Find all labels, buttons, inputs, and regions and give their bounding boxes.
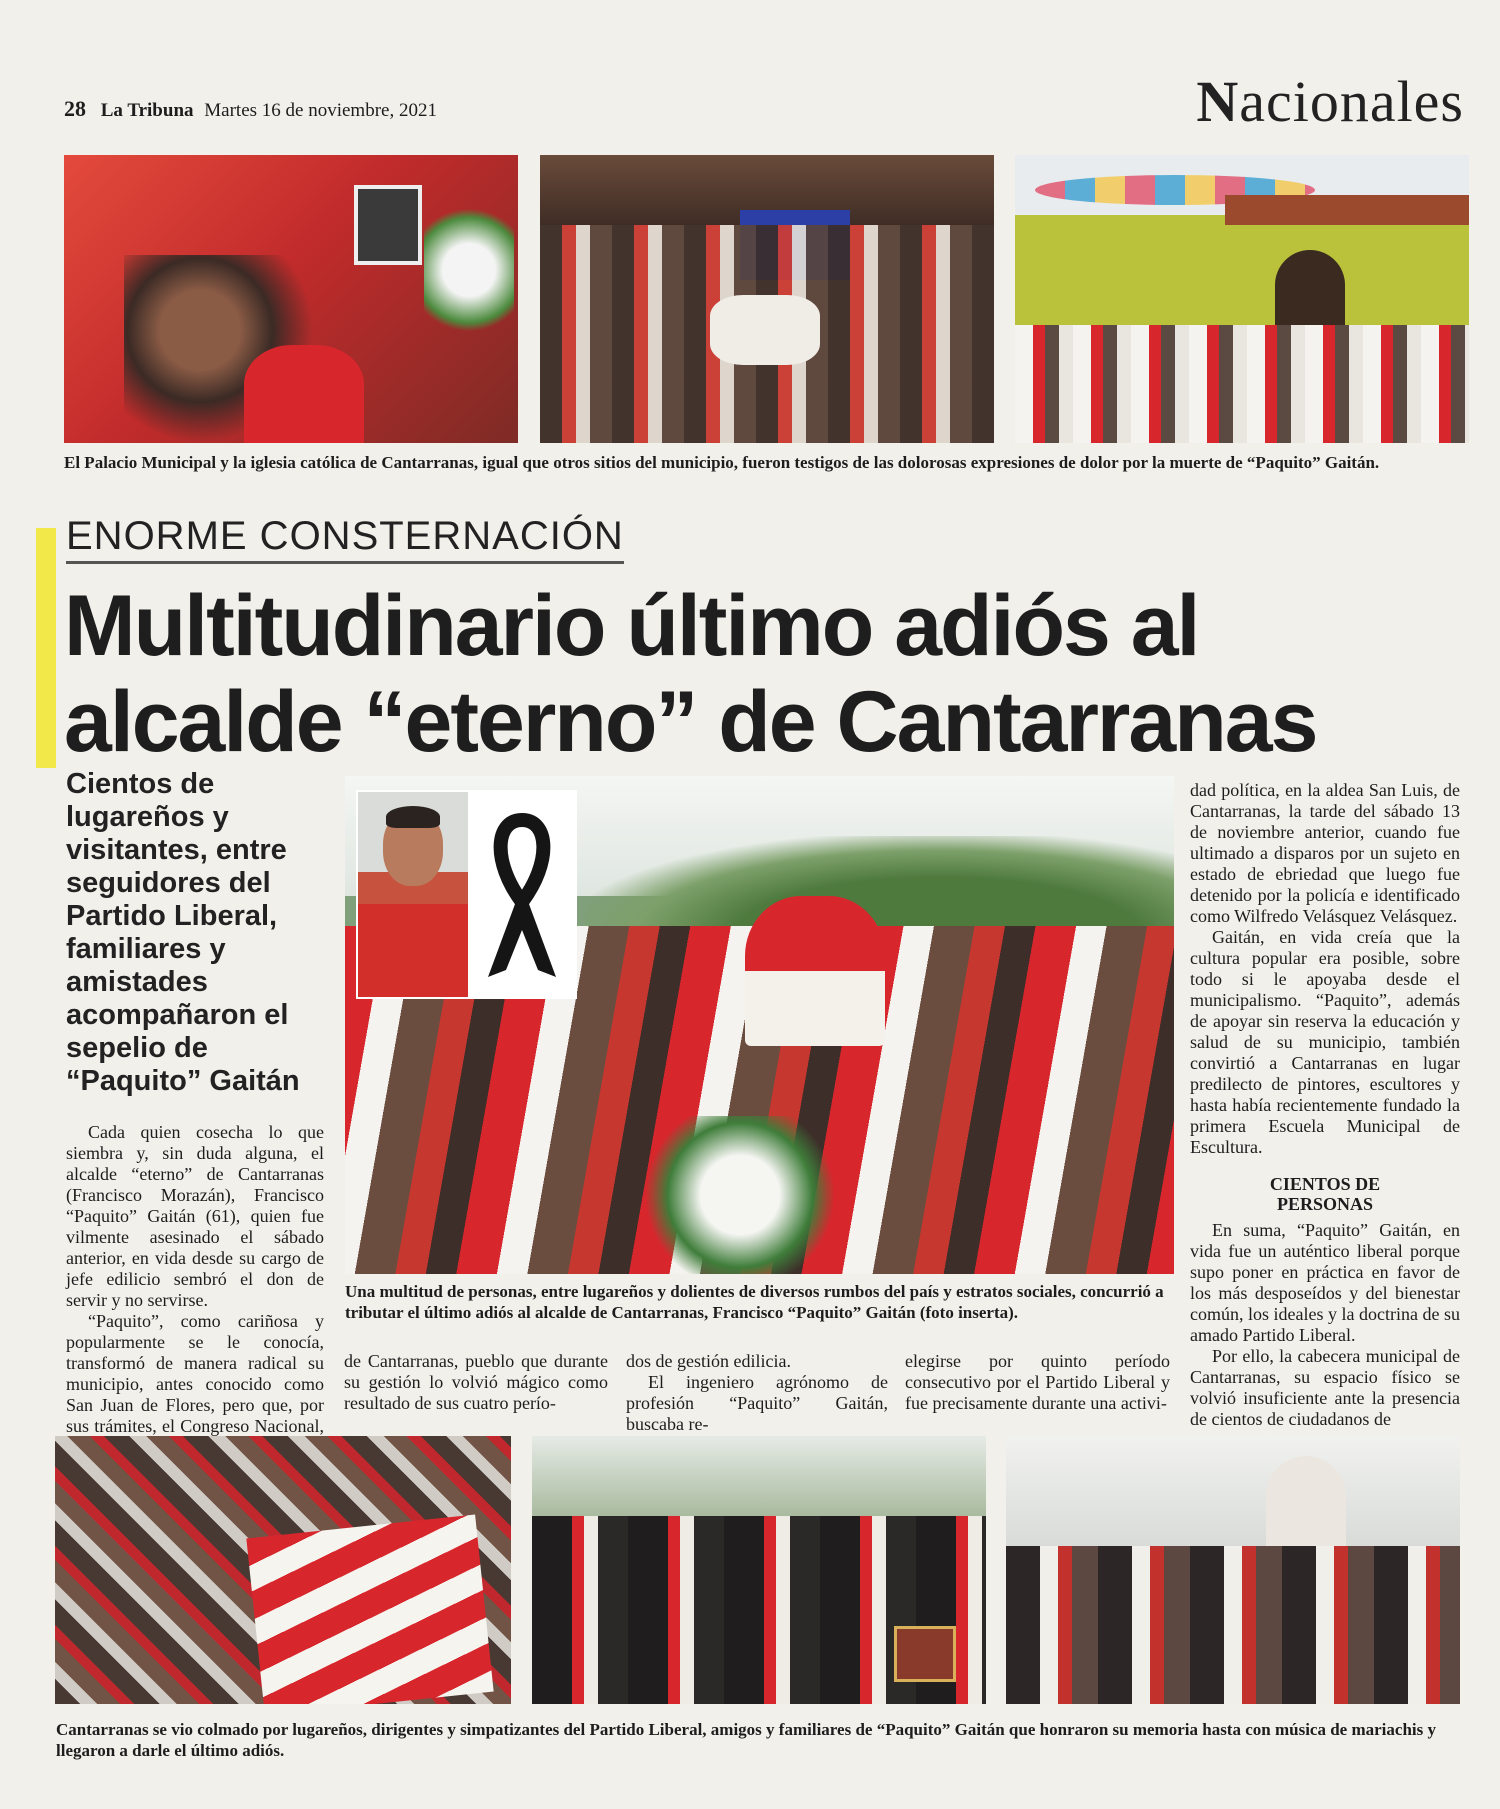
inset-portrait [356,790,470,999]
photo-church-gathering [1006,1436,1460,1704]
publication-date: Martes 16 de noviembre, 2021 [204,100,437,121]
bottom-photo-caption: Cantarranas se vio colmado por lugareños, dirigentes y simpatizantes del Partido Liberal, amigos y familiares de “Paquito” Gaitán que honraron su memoria hasta con música de mariachis y llegaron a darle el último adiós. [56,1720,1436,1760]
page-folio [64,96,437,122]
headline-line-1: Multitudinario último adiós al [64,578,1199,674]
paragraph: En suma, “Paquito” Gaitán, en vida fue un auténtico liberal porque supo poner en práctica en favor de los más desposeídos y del bienestar común, los ideales y la doctrina de su amado Partido Liberal. [1190,1220,1460,1345]
paragraph: “Paquito”, como cariñosa y popularmente se le conocía, transformó de manera radical su municipio, antes conocido como San Juan de Flores, pero que, por sus trámites, el Congreso Nacional, [66,1311,324,1436]
photo-mariachi-band [532,1436,986,1704]
paragraph: Gaitán, en vida creía que la cultura popular era posible, sobre todo si le apoyaba desde el municipalismo. “Paquito”, además de apoyar sin reserva la educación y salud de su municipio, también convirtió a Cantarranas en lugar predilecto de pintores, escultores y hasta había recientemente fundado la primera Escuela Municipal de Escultura. [1190,927,1460,1157]
highlight-bar [36,528,56,768]
photo-wake-mourners [64,155,518,443]
main-photo-caption: Una multitud de personas, entre lugareños y dolientes de diversos rumbos del país y estratos sociales, concurrió a tributar el último adiós al alcalde de Cantarranas, Francisco “Paquito” Gaitán (foto inserta). [345,1282,1164,1322]
photo-coffin-crowd [55,1436,511,1704]
mourning-ribbon-icon [468,790,577,999]
headline [64,578,1484,770]
paragraph: El ingeniero agrónomo de profesión “Paquito” Gaitán, buscaba re- [626,1372,888,1434]
paragraph: dos de gestión edilicia. [626,1351,791,1371]
photo-church-service [540,155,994,443]
headline-line-2: alcalde “eterno” de Cantarranas [64,674,1317,770]
page-number: 28 [64,96,86,121]
column-2 [344,1351,608,1414]
column-3 [626,1351,888,1435]
paragraph: elegirse por quinto período consecutivo por el Partido Liberal y fue precisamente durante una activi- [905,1351,1170,1413]
top-photo-caption: El Palacio Municipal y la iglesia católica de Cantarranas, igual que otros sitios del municipio, fueron testigos de las dolorosas expresiones de dolor por la muerte de “Paquito” Gaitán. [64,453,1380,472]
subhead: CIENTOS DE PERSONAS [1269,1174,1381,1214]
column-1 [66,1122,324,1458]
newspaper-name: La Tribuna [100,100,194,121]
column-4 [905,1351,1170,1414]
column-5 [1190,780,1460,1430]
paragraph: Por ello, la cabecera municipal de Cantarranas, su espacio físico se volvió insuficiente ante la presencia de cientos de ciudadanos de [1190,1346,1460,1429]
paragraph: dad política, en la aldea San Luis, de Cantarranas, la tarde del sábado 13 de noviembre anterior, cuando fue ultimado a disparos por un sujeto en estado de ebriedad que luego fue detenido por la policía e identificado como Wilfredo Velásquez Velásquez. [1190,780,1460,926]
kicker: ENORME CONSTERNACIÓN [66,514,624,564]
section-title: Nacionales [1196,69,1464,134]
photo-municipal-palace [1015,155,1469,443]
paragraph: de Cantarranas, pueblo que durante su gestión lo volvió mágico como resultado de sus cuatro perío- [344,1351,608,1413]
deck: Cientos de lugareños y visitantes, entre seguidores del Partido Liberal, familiares y amistades acompañaron el sepelio de “Paquito” Gaitán [66,768,300,1097]
paragraph: Cada quien cosecha lo que siembra y, sin duda alguna, el alcalde “eterno” de Cantarranas (Francisco Morazán), Francisco “Paquito” Gaitán (61), quien fue vilmente asesinado el sábado anterior, en vida desde su cargo de jefe edilicio sembró el don de servir y no servirse. [66,1122,324,1310]
